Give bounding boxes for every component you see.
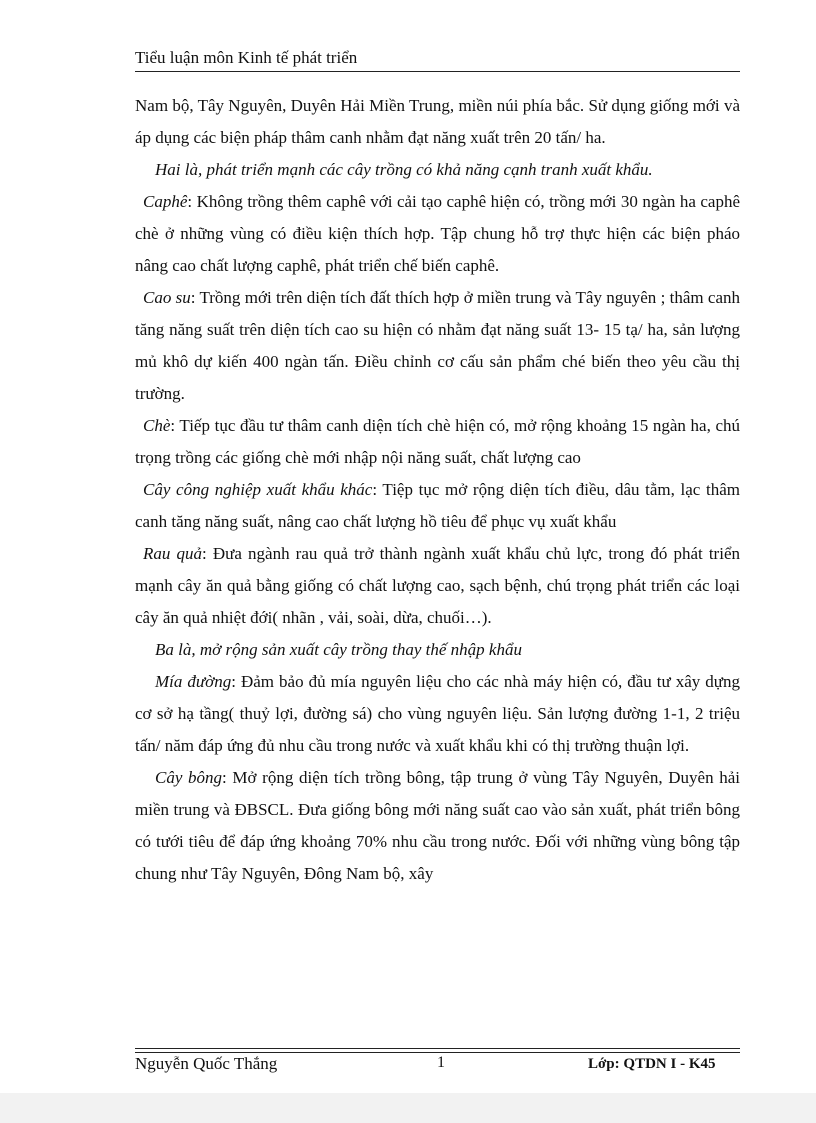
term-rau-qua: Rau quả — [143, 544, 203, 563]
text-cay-bong: : Mở rộng diện tích trồng bông, tập trung ở vùng Tây Nguyên, Duyên hải miền trung và ĐBSCL. Đưa giống bông mới năng suất cao vào sản xuất, phát triển bông có tưới tiêu để đáp ứng khoảng 70% nhu cầu trong nước. Đối với những vùng bông tập chung như Tây Nguyên, Đông Nam bộ, xây — [135, 768, 741, 883]
paragraph-rau-qua — [135, 538, 740, 634]
term-cay-bong: Cây bông — [155, 768, 223, 787]
page-number: 1 — [437, 1054, 445, 1071]
term-mia-duong: Mía đường — [155, 672, 232, 691]
footer-rule-thin — [135, 1048, 740, 1049]
footer-class-label: Lớp: QTDN I - K45 — [588, 1056, 716, 1072]
text-rau-qua: : Đưa ngành rau quả trở thành ngành xuất khẩu chủ lực, trong đó phát triển mạnh cây ăn quả bằng giống có chất lượng cao, sạch bệnh, chú trọng phát triển các loại cây ăn quả nhiệt đới( nhãn , vải, soài, dừa, chuối…). — [135, 544, 740, 627]
text-mia-duong: : Đảm bảo đủ mía nguyên liệu cho các nhà máy hiện có, đầu tư xây dựng cơ sở hạ tầng( thuỷ lợi, đường sá) cho vùng nguyên liệu. Sản lượng đường 1-1, 2 triệu tấn/ năm đáp ứng đủ nhu cầu trong nước và xuất khẩu khi có thị trường thuận lợi. — [135, 672, 740, 755]
section-heading-2: Hai là, phát triển mạnh các cây trồng có khả năng cạnh tranh xuất khẩu. — [155, 160, 653, 179]
running-header-title: Tiểu luận môn Kinh tế phát triển — [135, 48, 358, 67]
text-che: : Tiếp tục đầu tư thâm canh diện tích chè hiện có, mở rộng khoảng 15 ngàn ha, chú trọng trồng các giống chè mới nhập nội năng suất, chất lượng cao — [135, 416, 740, 467]
footer-author: Nguyễn Quốc Thắng — [135, 1054, 278, 1073]
paragraph-che — [135, 410, 740, 474]
paragraph-cay-bong — [135, 762, 740, 890]
term-che: Chè — [143, 416, 171, 435]
paragraph-intro: Nam bộ, Tây Nguyên, Duyên Hải Miền Trung, miền núi phía bắc. Sử dụng giống mới và áp dụng các biện pháp thâm canh nhằm đạt năng xuất trên 20 tấn/ ha. — [135, 96, 740, 147]
document-body — [135, 90, 740, 890]
term-caphe: Caphê — [143, 192, 188, 211]
text-caosu: : Trồng mới trên diện tích đất thích hợp ở miền trung và Tây nguyên ; thâm canh tăng năng suất trên diện tích cao su hiện có nhằm đạt năng suất 13- 15 tạ/ ha, sản lượng mủ khô dự kiến 400 ngàn tấn. Điều chỉnh cơ cấu sản phẩm ché biến theo yêu cầu thị trường. — [135, 288, 740, 403]
paragraph-caphe — [135, 186, 740, 282]
footer-rule-thick — [135, 1052, 740, 1053]
section-heading-3: Ba là, mở rộng sản xuất cây trồng thay thế nhập khẩu — [155, 640, 522, 659]
header-rule — [135, 71, 740, 72]
text-cay-cong-nghiep: : Tiệp tục mở rộng diện tích điều, dâu tằm, lạc thâm canh tăng năng suất, nâng cao chất lượng hồ tiêu để phục vụ xuất khẩu — [135, 480, 740, 531]
paragraph-mia-duong — [135, 666, 740, 762]
term-caosu: Cao su — [143, 288, 191, 307]
paragraph-cay-cong-nghiep — [135, 474, 740, 538]
text-caphe: : Không trồng thêm caphê với cải tạo caphê hiện có, trồng mới 30 ngàn ha caphê chè ở những vùng có điều kiện thích hợp. Tập chung hỗ trợ thực hiện các biện pháo nâng cao chất lượng caphê, phát triển chế biến caphê. — [135, 192, 740, 275]
term-cay-cong-nghiep: Cây công nghiệp xuất khẩu khác — [143, 480, 373, 499]
paragraph-caosu — [135, 282, 740, 410]
page-bottom-margin — [0, 1093, 816, 1123]
